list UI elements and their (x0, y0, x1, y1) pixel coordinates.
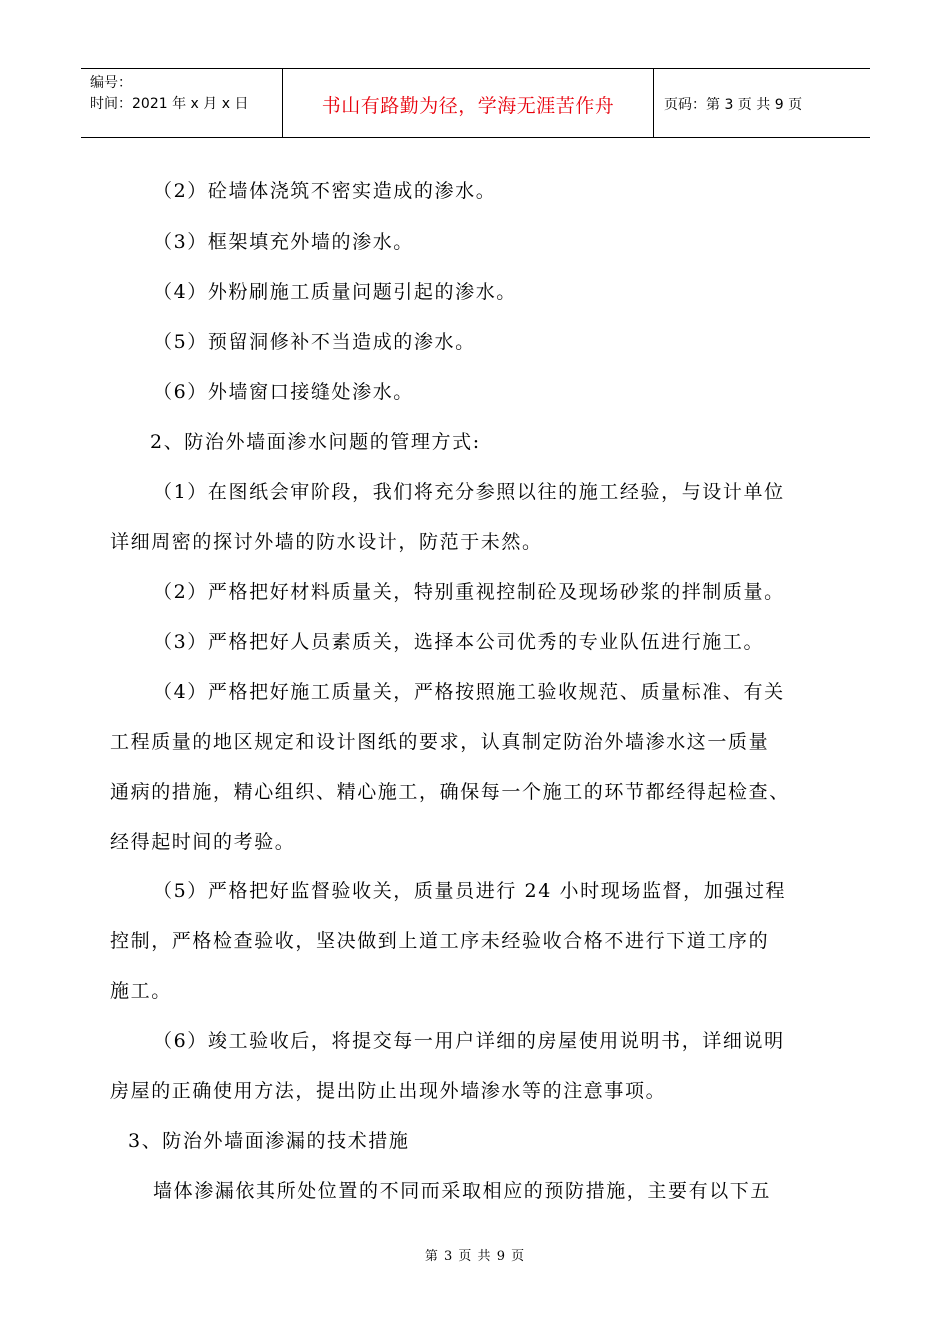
page-footer: 第 3 页 共 9 页 (424, 1249, 526, 1264)
body-line: 墙体渗漏依其所处位置的不同而采取相应的预防措施，主要有以下五 (153, 1180, 772, 1202)
body-line: （2）砼墙体浇筑不密实造成的渗水。 (153, 180, 497, 202)
body-line: （6）外墙窗口接缝处渗水。 (153, 381, 414, 403)
body-line: 详细周密的探讨外墙的防水设计，防范于未然。 (110, 531, 543, 553)
header-motto: 书山有路勤为径，学海无涯苦作舟 (321, 95, 615, 117)
body-line: （3）严格把好人员素质关，选择本公司优秀的专业队伍进行施工。 (153, 631, 765, 653)
header-left-cell (81, 69, 283, 137)
document-time-label: 时间：2021 年 x 月 x 日 (90, 96, 249, 112)
body-line: （5）预留洞修补不当造成的渗水。 (153, 331, 476, 353)
header-motto-cell (283, 69, 654, 137)
body-line: （4）外粉刷施工质量问题引起的渗水。 (153, 281, 517, 303)
body-line: 房屋的正确使用方法，提出防止出现外墙渗水等的注意事项。 (110, 1080, 667, 1102)
body-line: （1）在图纸会审阶段，我们将充分参照以往的施工经验，与设计单位 (153, 481, 785, 503)
body-line: （6）竣工验收后，将提交每一用户详细的房屋使用说明书，详细说明 (153, 1030, 785, 1052)
body-line: 工程质量的地区规定和设计图纸的要求，认真制定防治外墙渗水这一质量 (110, 731, 770, 753)
body-line: 控制，严格检查验收，坚决做到上道工序未经验收合格不进行下道工序的 (110, 930, 770, 952)
document-header (81, 68, 870, 138)
body-line: （5）严格把好监督验收关，质量员进行 24 小时现场监督，加强过程 (153, 880, 787, 902)
body-line: 通病的措施，精心组织、精心施工，确保每一个施工的环节都经得起检查、 (110, 781, 790, 803)
body-line: （3）框架填充外墙的渗水。 (153, 231, 414, 253)
header-page-cell (654, 69, 870, 137)
body-line: 施工。 (110, 980, 172, 1002)
section-heading: 3、防治外墙面渗漏的技术措施 (128, 1130, 410, 1152)
document-number-label: 编号： (90, 75, 132, 91)
body-line: （2）严格把好材料质量关，特别重视控制砼及现场砂浆的拌制质量。 (153, 581, 785, 603)
section-heading: 2、防治外墙面渗水问题的管理方式: (150, 431, 481, 453)
header-page-info: 页码：第 3 页 共 9 页 (664, 97, 803, 113)
body-line: （4）严格把好施工质量关，严格按照施工验收规范、质量标准、有关 (153, 681, 785, 703)
body-line: 经得起时间的考验。 (110, 831, 296, 853)
